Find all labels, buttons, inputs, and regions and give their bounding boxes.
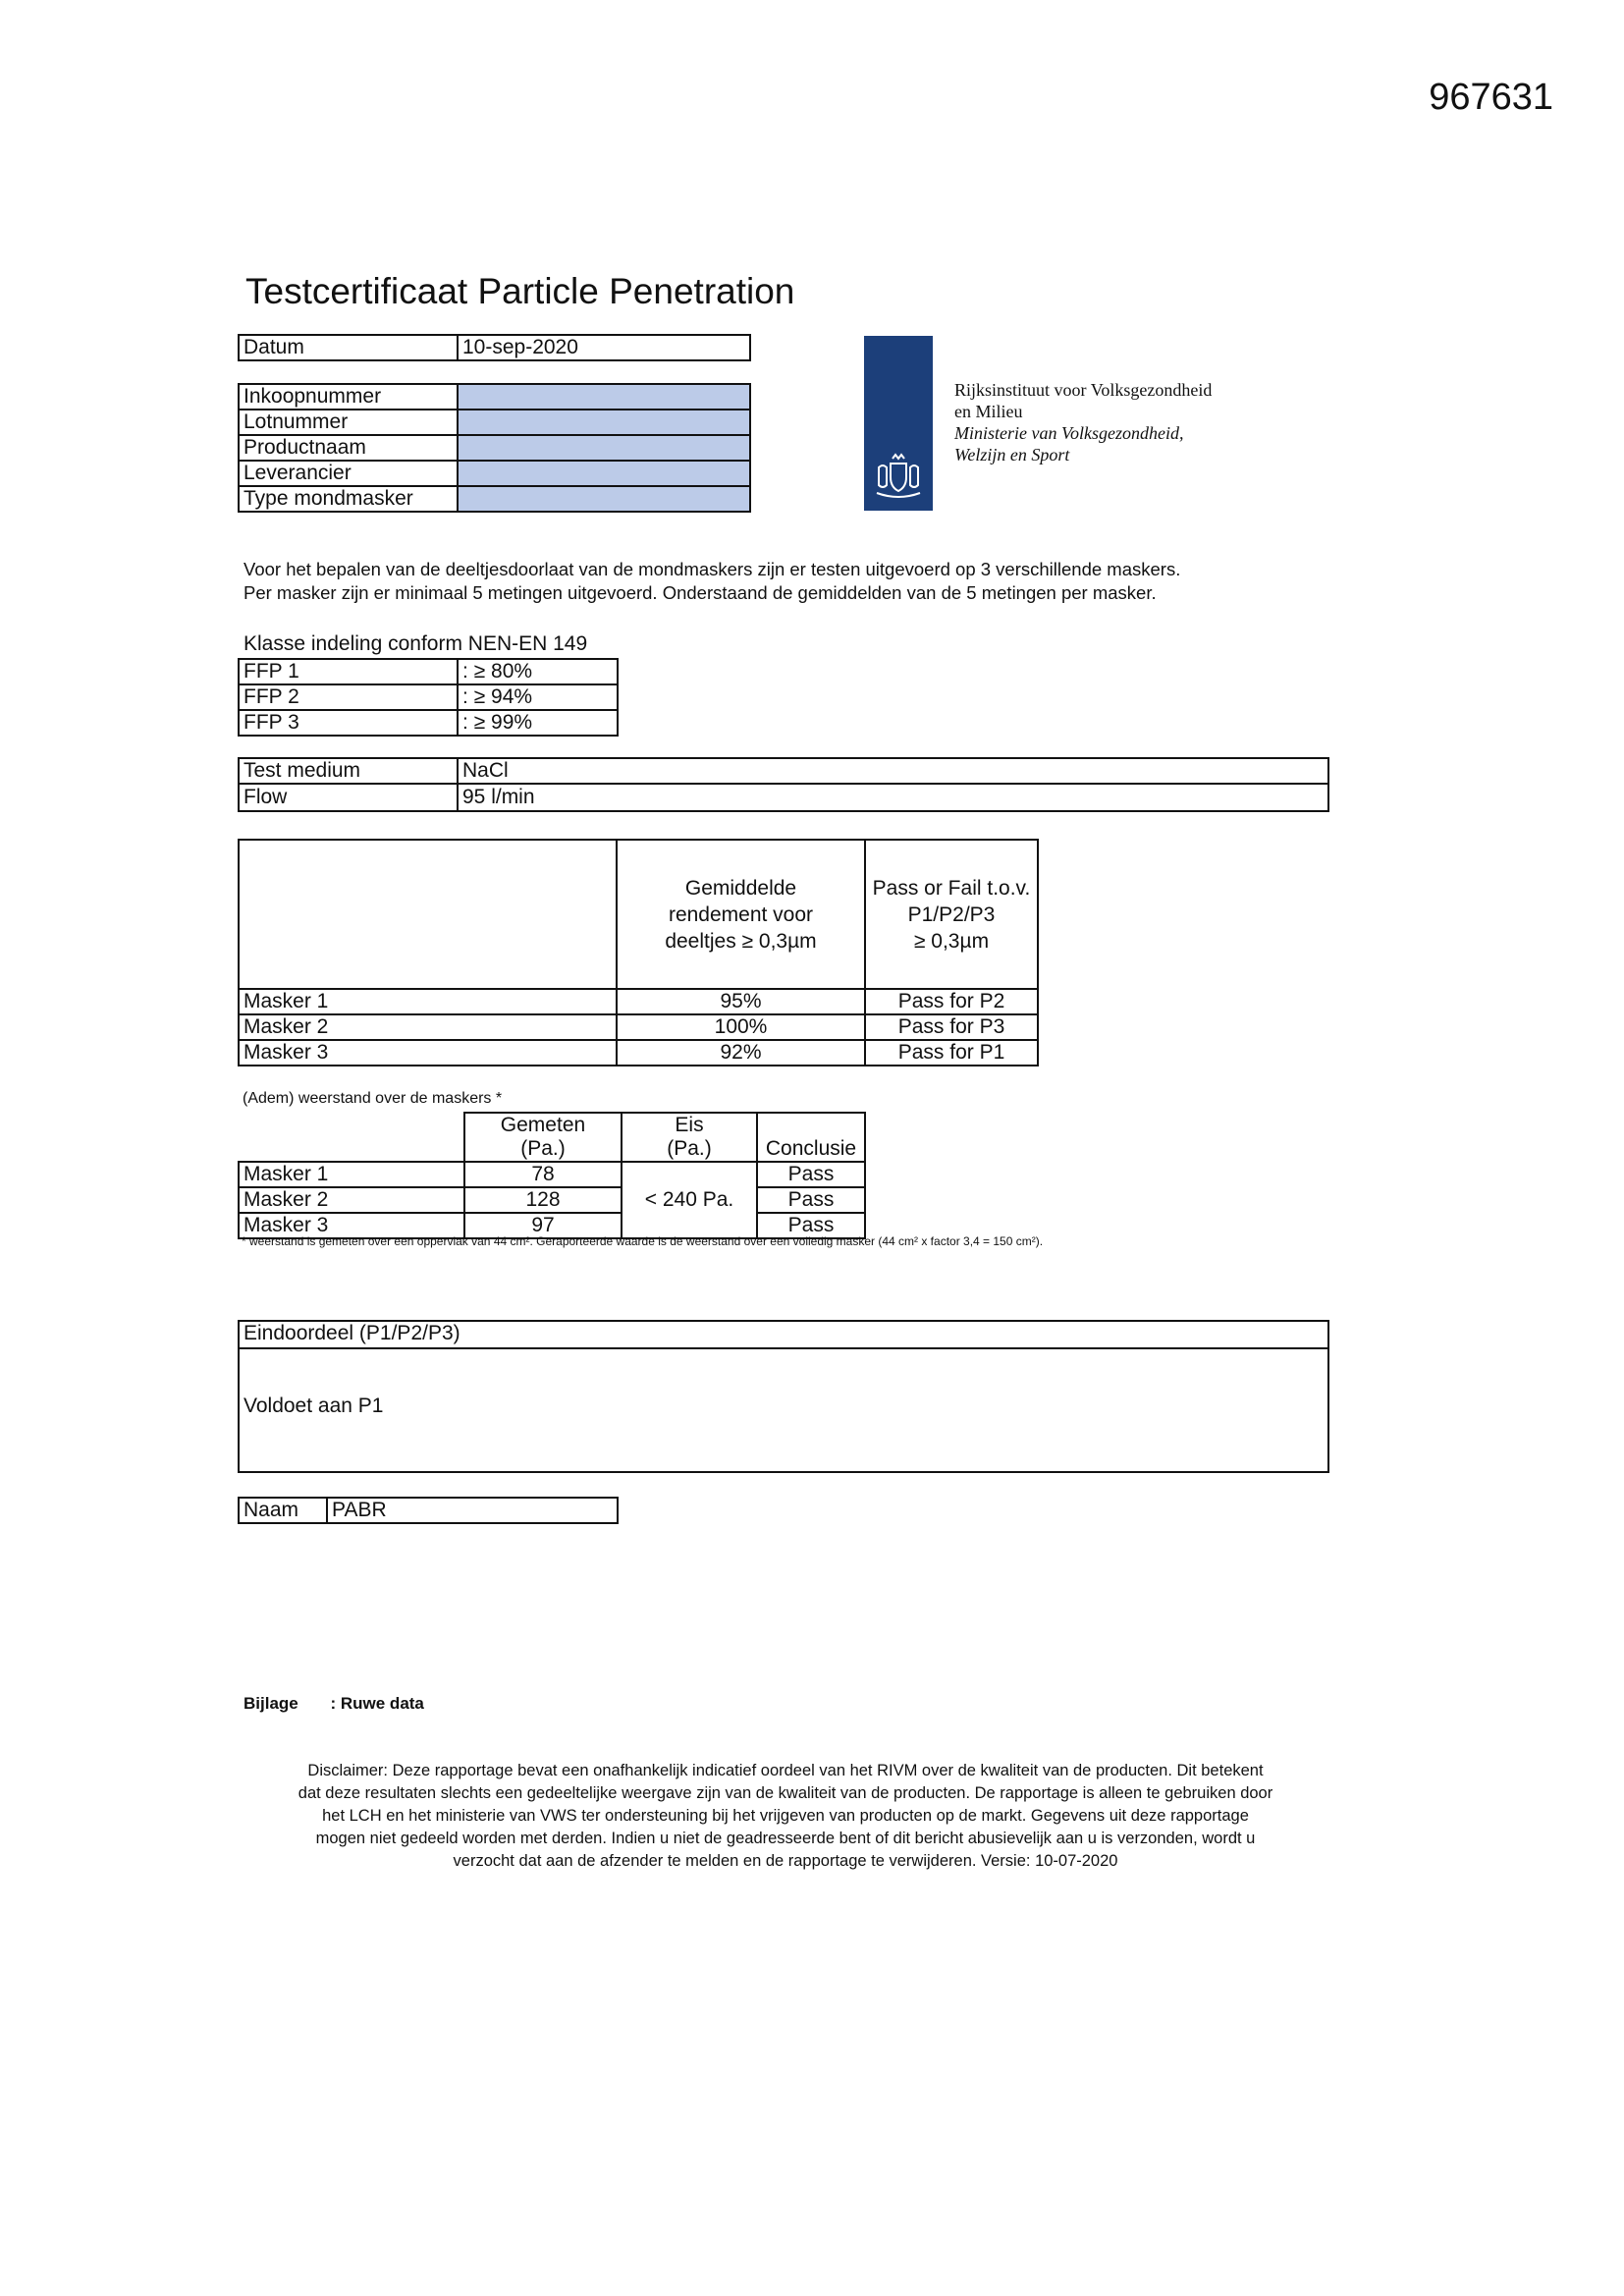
klasse-table [238,658,619,737]
organization-name [954,379,1212,465]
resistance-value-masker3: 97 [464,1213,622,1238]
results-value-masker3: 92% [617,1040,865,1066]
org-line-2: en Milieu [954,402,1023,421]
results-table [238,839,1039,1066]
datum-table [238,334,751,361]
field-value-leverancier[interactable] [458,461,750,486]
bijlage [244,1694,424,1714]
resistance-label-masker1: Masker 1 [239,1162,464,1187]
bijlage-label: Bijlage [244,1694,298,1713]
results-value-masker1: 95% [617,989,865,1014]
passfail-header-l3: ≥ 0,3µm [913,929,990,953]
results-header-empty [239,840,617,989]
field-label-lotnummer: Lotnummer [239,410,458,435]
flow-value: 95 l/min [458,784,1328,811]
resistance-label-masker3: Masker 3 [239,1213,464,1238]
resistance-footnote: * weerstand is gemeten over een oppervlak van 44 cm². Geraporteerde waarde is de weerstand over een volledig masker (44 cm² x factor 3,4 = 150 cm²). [242,1234,1044,1248]
disclaimer-line-4: mogen niet gedeeld worden met derden. Indien u niet de geadresseerde bent of dit bericht abusievelijk aan u is verzonden, wordt u [315,1830,1256,1847]
results-passfail-masker1: Pass for P2 [865,989,1038,1014]
page-title: Testcertificaat Particle Penetration [245,271,795,311]
resistance-table [238,1112,866,1239]
field-label-productnaam: Productnaam [239,435,458,461]
efficiency-header-l2: rendement voor [668,902,814,926]
efficiency-header-l1: Gemiddelde [684,876,797,900]
disclaimer-line-2: dat deze resultaten slechts een gedeeltelijke weergave zijn van de kwaliteit van de producten. De rapportage is alleen te gebruiken door [298,1784,1273,1802]
datum-label: Datum [239,335,458,360]
results-label-masker2: Masker 2 [239,1014,617,1040]
klasse-label-ffp1: FFP 1 [239,659,458,684]
field-label-leverancier: Leverancier [239,461,458,486]
results-value-masker2: 100% [617,1014,865,1040]
resistance-conclusion-masker3: Pass [757,1213,865,1238]
resistance-header-requirement [622,1113,757,1162]
org-line-1: Rijksinstituut voor Volksgezondheid [954,380,1213,400]
efficiency-header-l3: deeltjes ≥ 0,3µm [665,929,817,953]
crest-icon [873,450,924,499]
results-label-masker1: Masker 1 [239,989,617,1014]
results-passfail-masker3: Pass for P1 [865,1040,1038,1066]
klasse-value-ffp3: : ≥ 99% [458,710,618,736]
ministry-line-2: Welzijn en Sport [954,445,1070,465]
klasse-value-ffp1: : ≥ 80% [458,659,618,684]
klasse-title: Klasse indeling conform NEN-EN 149 [244,632,588,655]
final-verdict-box [238,1320,1329,1473]
field-value-type-mondmasker[interactable] [458,486,750,512]
naam-value: PABR [327,1498,618,1523]
resistance-value-masker1: 78 [464,1162,622,1187]
naam-label: Naam [239,1498,327,1523]
flow-label: Flow [239,784,458,811]
resistance-label-masker2: Masker 2 [239,1187,464,1213]
klasse-label-ffp2: FFP 2 [239,684,458,710]
passfail-header-l1: Pass or Fail t.o.v. [872,876,1031,900]
final-verdict-text: Voldoet aan P1 [244,1394,384,1417]
requirement-header-l1: Eis [675,1114,704,1136]
resistance-requirement: < 240 Pa. [622,1162,757,1238]
resistance-title: (Adem) weerstand over de maskers * [243,1090,503,1107]
measured-header-l2: (Pa.) [520,1137,566,1160]
datum-value: 10-sep-2020 [458,335,750,360]
disclaimer-line-3: het LCH en het ministerie van VWS ter ondersteuning bij het vrijgeven van producten op de markt. Gegevens uit deze rapportage [322,1807,1249,1825]
bijlage-value: : Ruwe data [330,1694,424,1713]
rijksoverheid-logo [864,336,933,511]
test-medium-label: Test medium [239,758,458,784]
requirement-header-l2: (Pa.) [667,1137,712,1160]
field-value-lotnummer[interactable] [458,410,750,435]
passfail-header-l2: P1/P2/P3 [907,902,996,926]
resistance-header-conclusion: Conclusie [757,1113,865,1162]
results-passfail-masker2: Pass for P3 [865,1014,1038,1040]
resistance-header-empty [239,1113,464,1162]
test-conditions-table [238,757,1329,812]
naam-table [238,1497,619,1524]
resistance-header-measured [464,1113,622,1162]
results-label-masker3: Masker 3 [239,1040,617,1066]
disclaimer-line-1: Disclaimer: Deze rapportage bevat een onafhankelijk indicatief oordeel van het RIVM over de kwaliteit van de producten. Dit betekent [307,1762,1264,1779]
intro-line-2: Per masker zijn er minimaal 5 metingen uitgevoerd. Onderstaand de gemiddelden van de 5 metingen per masker. [244,582,1157,603]
field-value-productnaam[interactable] [458,435,750,461]
field-label-type-mondmasker: Type mondmasker [239,486,458,512]
disclaimer [236,1760,1335,1873]
field-label-inkoopnummer: Inkoopnummer [239,384,458,410]
results-header-passfail [865,840,1038,989]
test-medium-value: NaCl [458,758,1328,784]
final-verdict-header: Eindoordeel (P1/P2/P3) [240,1322,1327,1349]
resistance-conclusion-masker2: Pass [757,1187,865,1213]
resistance-value-masker2: 128 [464,1187,622,1213]
klasse-label-ffp3: FFP 3 [239,710,458,736]
resistance-conclusion-masker1: Pass [757,1162,865,1187]
intro-paragraph [244,558,1180,605]
field-value-inkoopnummer[interactable] [458,384,750,410]
results-header-efficiency [617,840,865,989]
ministry-line-1: Ministerie van Volksgezondheid, [954,423,1184,443]
intro-line-1: Voor het bepalen van de deeltjesdoorlaat van de mondmaskers zijn er testen uitgevoerd op 3 verschillende maskers. [244,559,1181,579]
product-fields-table [238,383,751,513]
disclaimer-line-5: verzocht dat aan de afzender te melden en de rapportage te verwijderen. Versie: 10-07-2020 [453,1852,1118,1870]
measured-header-l1: Gemeten [500,1114,586,1136]
document-number: 967631 [1429,77,1553,118]
klasse-value-ffp2: : ≥ 94% [458,684,618,710]
